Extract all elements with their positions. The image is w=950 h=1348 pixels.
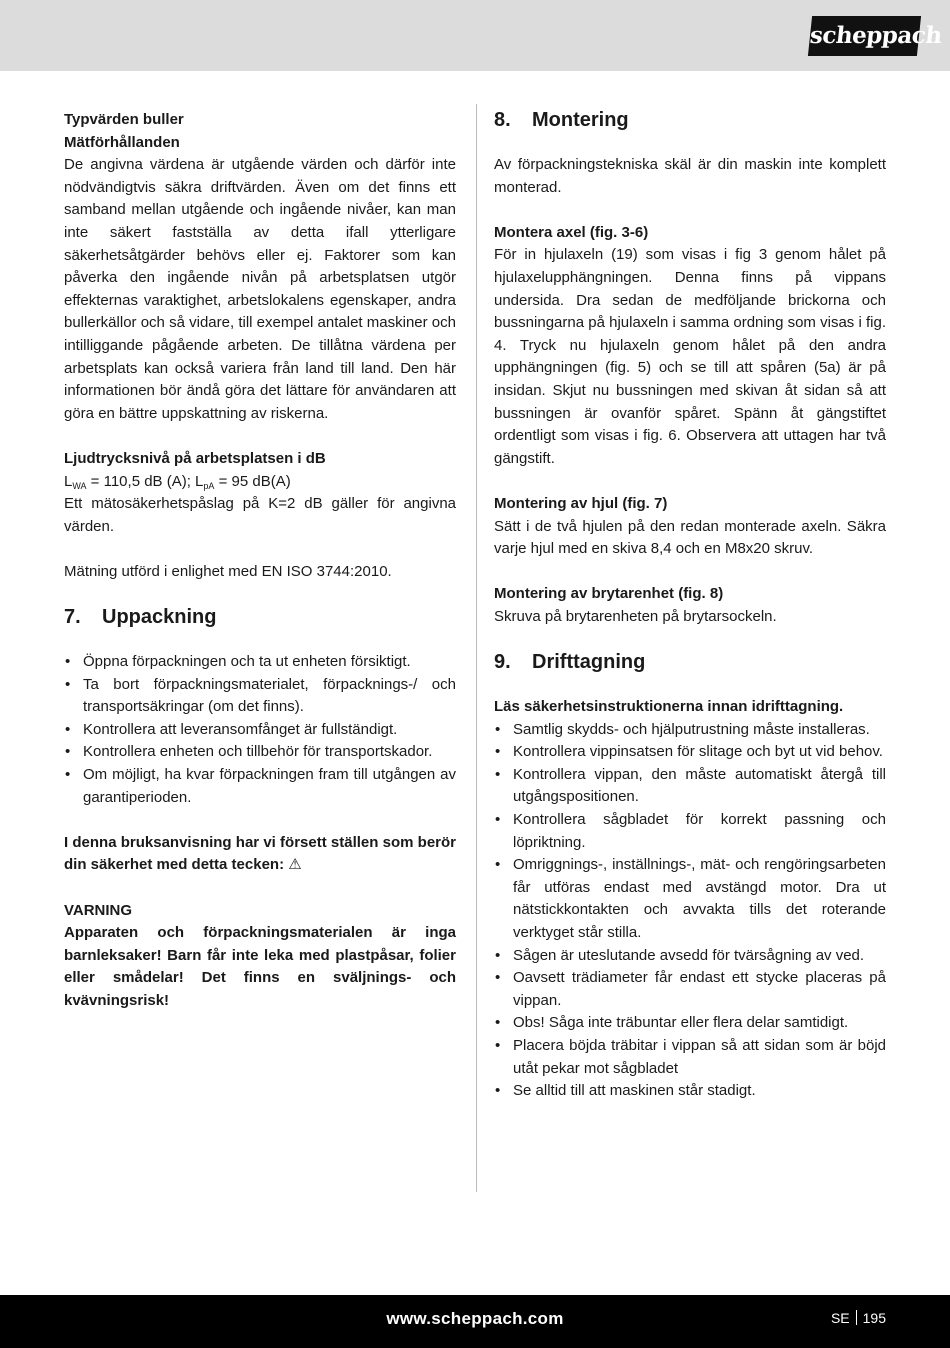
warning-text: Apparaten och förpackningsmaterialen är inga barnleksaker! Barn får inte leka med plastpåsar, folier eller smådelar! Det finns en sväljnings- och kvävningsrisk! [64, 924, 456, 1009]
page-number: SE 195 [830, 1310, 886, 1326]
list-item: • Samtlig skydds- och hjälputrustning måste installeras. [494, 719, 886, 742]
list-item: • Obs! Såga inte träbuntar eller flera delar samtidigt. [494, 1012, 886, 1035]
scheppach-logo: scheppach [808, 16, 921, 56]
list-item: • Se alltid till att maskinen står stadigt. [494, 1080, 886, 1103]
wheel-heading: Montering av hjul (fig. 7) [494, 494, 668, 512]
warning-heading: VARNING [64, 901, 133, 919]
section-8-heading: 8. Montering [494, 109, 629, 131]
list-item: • Öppna förpackningen och ta ut enheten försiktigt. [64, 651, 456, 674]
list-item: • Kontrollera att leveransomfånget är fullständigt. [64, 719, 456, 742]
column-divider [476, 104, 477, 1192]
list-item: • Kontrollera sågbladet för korrekt passning och löpriktning. [494, 809, 886, 854]
axle-text: För in hjulaxeln (19) som visas i fig 3 genom hålet på hjulaxelupphängningen. Denna finns på vippans undersida. Dra sedan de medföljande brickorna och bussningarna på hjulaxeln i samma ordning som visas i fig. 4. Tryck nu hjulaxeln genom hålet på den andra upphängningen (fig. 5) och se till att spåren (5a) är på insidan. Skjut nu bussningen med skivan åt sidan så att bussningen är ovanför spåret. Spänn åt gängstiftet ordentligt som visas i fig. 6. Observera att uttagen har två gängstift. [494, 246, 886, 467]
commissioning-list [494, 719, 886, 1103]
sound-values: $L_{WA} = 110,5$ dB (A); $L_{pA} = 95$ dB(A) [64, 472, 291, 491]
list-item: • Om möjligt, ha kvar förpackningen fram till utgången av garantiperioden. [64, 764, 456, 809]
list-item: • Ta bort förpackningsmaterialet, förpacknings-/ och transportsäkringar (om det finns). [64, 674, 456, 719]
list-item: • Placera böjda träbitar i vippan så att sidan som är böjd utåt pekar mot sågbladet [494, 1035, 886, 1080]
switch-text: Skruva på brytarenheten på brytarsockeln. [494, 607, 777, 625]
footer-bar [0, 1295, 950, 1348]
list-item: • Kontrollera vippinsatsen för slitage och byt ut vid behov. [494, 741, 886, 764]
section-8-intro: Av förpackningstekniska skäl är din maskin inte komplett monterad. [494, 156, 886, 196]
list-item: • Oavsett trädiameter får endast ett stycke placeras på vippan. [494, 967, 886, 1012]
pressure-heading: Ljudtrycksnivå på arbetsplatsen i dB [64, 449, 326, 467]
unpacking-list [64, 651, 456, 809]
list-item: • Kontrollera vippan, den måste automatiskt återgå till utgångspositionen. [494, 764, 886, 809]
list-item: • Sågen är uteslutande avsedd för tvärsågning av ved. [494, 945, 886, 968]
conditions-heading: Mätförhållanden [64, 133, 180, 151]
left-column [64, 109, 456, 1013]
website-url: www.scheppach.com [386, 1309, 564, 1328]
right-column [494, 109, 886, 1103]
tolerance-text: Ett mätosäkerhetspåslag på K=2 dB gäller för angivna värden. [64, 495, 456, 535]
warning-triangle-icon: ⚠ [288, 856, 302, 874]
section-7-heading: 7. Uppackning [64, 606, 217, 629]
measurement-text: Mätning utförd i enlighet med EN ISO 3744:2010. [64, 562, 392, 580]
noise-heading: Typvärden buller [64, 111, 184, 128]
axle-heading: Montera axel (fig. 3-6) [494, 223, 649, 241]
header-bar [0, 0, 950, 71]
wheel-text: Sätt i de två hjulen på den redan monterade axeln. Säkra varje hjul med en skiva 8,4 och en M8x20 skruv. [494, 517, 886, 558]
section-9-heading: 9. Drifttagning [494, 651, 646, 674]
safety-note: I denna bruksanvisning har vi försett ställen som berör din säkerhet med detta tecken: ⚠ [64, 833, 456, 874]
list-item: • Kontrollera enheten och tillbehör för transportskador. [64, 741, 456, 764]
section-9-lead: Läs säkerhetsinstruktionerna innan idrifttagning. [494, 698, 844, 716]
list-item: • Omriggnings-, inställnings-, mät- och rengöringsarbeten får utföras endast med avstängd motor. Dra ut nätstickkontakten och avvakta tills det roterande verktyget står stilla. [494, 854, 886, 944]
noise-paragraph: De angivna värdena är utgående värden och därför inte nödvändigtvis säkra driftvärden. Även om det finns ett samband mellan utgående och ingående nivåer, kan man inte säkert fastställa av detta ifall ytterligare säkerhetsåtgärder behövs eller ej. Faktorer som kan påverka den ingående nivån på arbetsplatsen utgör effekternas varaktighet, arbetslokalens egenskaper, andra bullerkällor och så vidare, till exempel antalet maskiner och intilliggande pågående arbeten. De tillåtna värdena per arbetsplats kan också variera från land till land. Den här informationen bör ändå göra det lättare för användaren att göra en bättre uppskattning av riskerna. [64, 156, 456, 422]
switch-heading: Montering av brytarenhet (fig. 8) [494, 585, 724, 603]
